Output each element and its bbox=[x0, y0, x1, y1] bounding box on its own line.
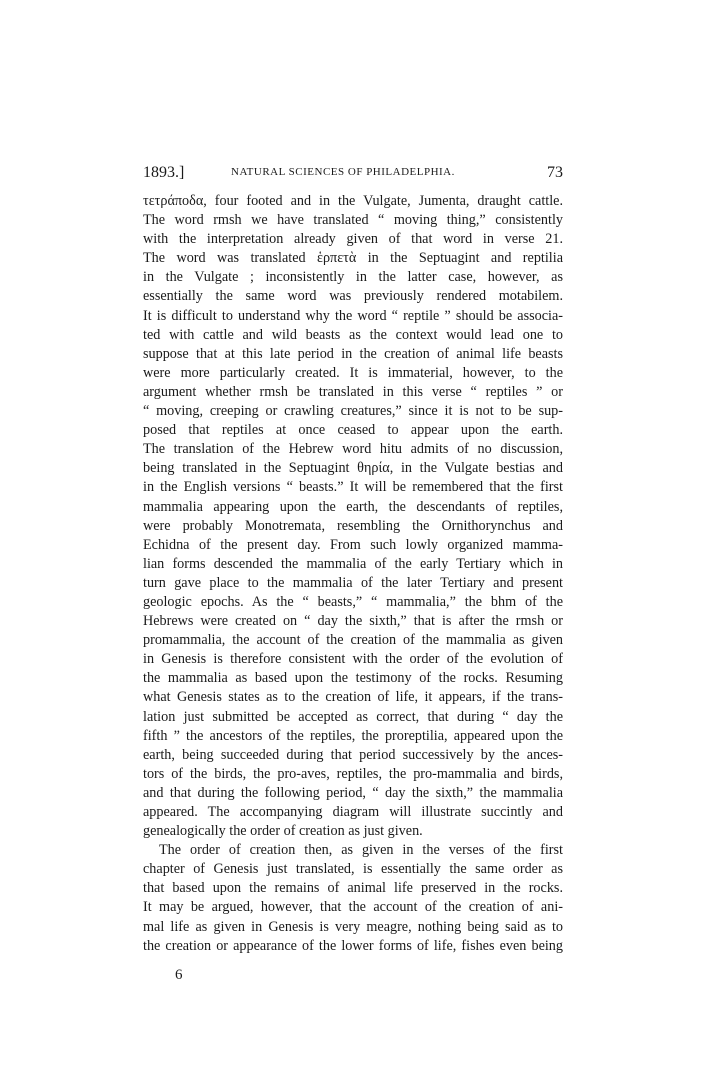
text-line: that based upon the remains of animal life preserved in the rocks. bbox=[143, 880, 563, 897]
text-line: τετράποδα, four footed and in the Vulgate, Jumenta, draught cattle. bbox=[143, 193, 563, 209]
text-line: in the English versions “ beasts.” It will be remembered that the first bbox=[143, 479, 563, 496]
header-journal-title: NATURAL SCIENCES OF PHILADELPHIA. bbox=[231, 166, 455, 178]
text-line: chapter of Genesis just translated, is essentially the same order as bbox=[143, 861, 563, 878]
text-line: lation just submitted be accepted as correct, that during “ day the bbox=[143, 708, 563, 725]
text-line: suppose that at this late period in the creation of animal life beasts bbox=[143, 345, 563, 362]
text-line: “ moving, creeping or crawling creatures,” since it is not to be sup- bbox=[143, 403, 563, 420]
body-text bbox=[143, 192, 563, 956]
text-line: were more particularly created. It is immaterial, however, to the bbox=[143, 364, 563, 381]
text-line: tors of the birds, the pro-aves, reptiles, the pro-mammalia and birds, bbox=[143, 765, 563, 782]
text-line: The order of creation then, as given in the verses of the first bbox=[159, 842, 563, 859]
text-line: The translation of the Hebrew word hitu admits of no discussion, bbox=[143, 441, 563, 458]
text-line: geologic epochs. As the “ beasts,” “ mammalia,” the bhm of the bbox=[143, 593, 563, 610]
text-line: It may be argued, however, that the account of the creation of ani- bbox=[143, 899, 563, 916]
text-line: with the interpretation already given of that word in verse 21. bbox=[143, 231, 563, 248]
text-line: in the Vulgate ; inconsistently in the latter case, however, as bbox=[143, 269, 563, 286]
signature-mark: 6 bbox=[175, 966, 183, 983]
text-line: argument whether rmsh be translated in this verse “ reptiles ” or bbox=[143, 383, 563, 400]
text-line: Echidna of the present day. From such lowly organized mamma- bbox=[143, 536, 563, 553]
text-line: the creation or appearance of the lower forms of life, fishes even being bbox=[143, 937, 563, 954]
header-year: 1893.] bbox=[143, 164, 185, 181]
text-line: fifth ” the ancestors of the reptiles, the proreptilia, appeared upon the bbox=[143, 727, 563, 744]
text-line: It is difficult to understand why the word “ reptile ” should be associa- bbox=[143, 307, 563, 324]
text-line: genealogically the order of creation as just given. bbox=[143, 823, 423, 840]
text-line: were probably Monotremata, resembling the Ornithorynchus and bbox=[143, 517, 563, 534]
text-line: earth, being succeeded during that period successively by the ances- bbox=[143, 746, 563, 763]
text-line: lian forms descended the mammalia of the early Tertiary which in bbox=[143, 555, 563, 572]
text-line: The word rmsh we have translated “ moving thing,” consistently bbox=[143, 212, 563, 229]
page-body bbox=[143, 164, 563, 984]
text-line: posed that reptiles at once ceased to appear upon the earth. bbox=[143, 422, 563, 439]
text-line: in Genesis is therefore consistent with the order of the evolution of bbox=[143, 651, 563, 668]
text-line: ted with cattle and wild beasts as the context would lead one to bbox=[143, 326, 563, 343]
text-line: the mammalia as based upon the testimony of the rocks. Resuming bbox=[143, 670, 563, 687]
running-head bbox=[143, 164, 563, 186]
text-line: and that during the following period, “ day the sixth,” the mammalia bbox=[143, 784, 563, 801]
text-line: appeared. The accompanying diagram will illustrate succintly and bbox=[143, 804, 563, 820]
text-line: promammalia, the account of the creation of the mammalia as given bbox=[143, 632, 563, 649]
text-line: mal life as given in Genesis is very meagre, nothing being said as to bbox=[143, 918, 563, 935]
page-number: 73 bbox=[547, 164, 563, 181]
text-line: Hebrews were created on “ day the sixth,” that is after the rmsh or bbox=[143, 613, 563, 630]
text-line: The word was translated ἑρπετὰ in the Septuagint and reptilia bbox=[143, 250, 563, 267]
text-line: turn gave place to the mammalia of the later Tertiary and present bbox=[143, 574, 563, 591]
text-line: being translated in the Septuagint θηρία, in the Vulgate bestias and bbox=[143, 460, 563, 477]
text-line: essentially the same word was previously rendered motabilem. bbox=[143, 288, 563, 305]
text-line: mammalia appearing upon the earth, the descendants of reptiles, bbox=[143, 498, 563, 515]
text-line: what Genesis states as to the creation of life, it appears, if the trans- bbox=[143, 689, 563, 706]
